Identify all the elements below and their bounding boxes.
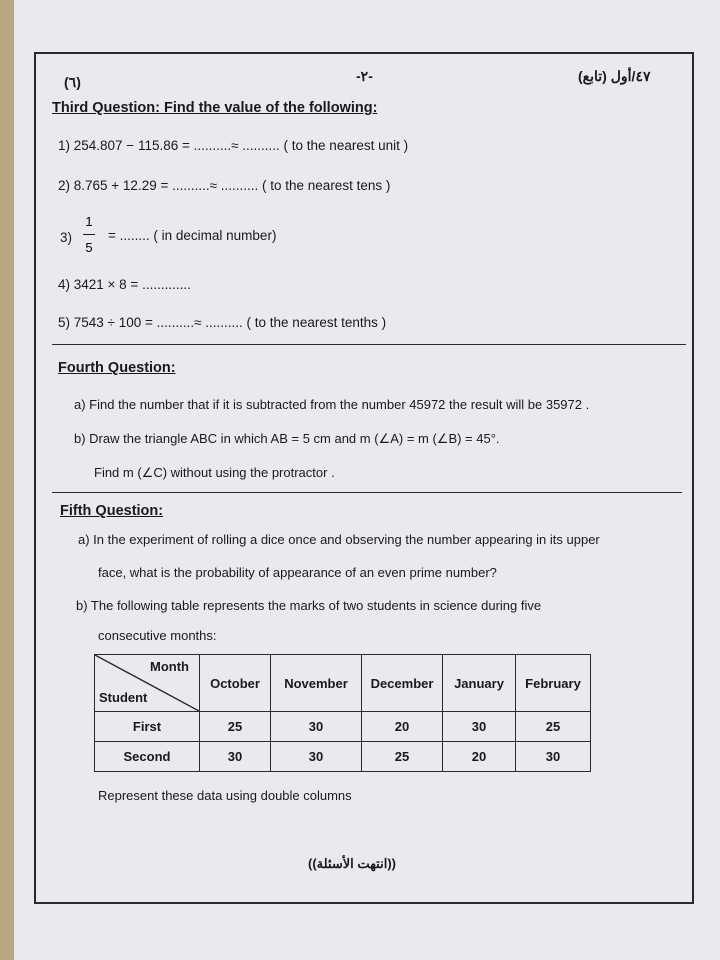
- mark-cell: 20: [443, 742, 516, 772]
- fifth-instruction: Represent these data using double columns: [98, 788, 352, 803]
- mark-cell: 25: [200, 712, 271, 742]
- fourth-b: b) Draw the triangle ABC in which AB = 5 cm and m (∠A) = m (∠B) = 45°.: [74, 431, 500, 446]
- end-of-questions: ((انتهت الأسئلة)): [308, 856, 396, 871]
- fraction-denominator: 5: [85, 240, 93, 255]
- third-q2: 2) 8.765 + 12.29 = ..........≈ .......... ( to the nearest tens ): [58, 178, 391, 193]
- mark-cell: 20: [362, 712, 443, 742]
- fifth-b-line2: consecutive months:: [98, 628, 217, 643]
- fifth-a-line1: a) In the experiment of rolling a dice once and observing the number appearing in its upper: [78, 532, 600, 547]
- table-corner-cell: [95, 655, 200, 712]
- fifth-a-line2: face, what is the probability of appearance of an even prime number?: [98, 565, 497, 580]
- mark-cell: 25: [362, 742, 443, 772]
- third-question-title: Third Question: Find the value of the following:: [52, 100, 378, 116]
- month-header: February: [516, 655, 591, 712]
- fourth-b-line2: Find m (∠C) without using the protractor .: [94, 465, 335, 480]
- fraction-bar: [83, 234, 95, 235]
- student-name-cell: Second: [95, 742, 200, 772]
- mark-cell: 30: [443, 712, 516, 742]
- month-header: January: [443, 655, 516, 712]
- mark-cell: 30: [271, 742, 362, 772]
- third-q4: 4) 3421 × 8 = .............: [58, 277, 191, 292]
- fourth-a: a) Find the number that if it is subtracted from the number 45972 the result will be 35972 .: [74, 397, 590, 412]
- mark-cell: 25: [516, 712, 591, 742]
- third-q5: 5) 7543 ÷ 100 = ..........≈ .......... ( to the nearest tenths ): [58, 315, 387, 330]
- third-q1: 1) 254.807 − 115.86 = ..........≈ .......... ( to the nearest unit ): [58, 138, 409, 153]
- section-divider-2: [52, 492, 682, 493]
- page-number-center: -٢-: [356, 68, 373, 84]
- mark-cell: 30: [271, 712, 362, 742]
- student-name-cell: First: [95, 712, 200, 742]
- mark-cell: 30: [516, 742, 591, 772]
- mark-cell: 30: [200, 742, 271, 772]
- exam-code: ٤٧/أول (تابع): [578, 68, 651, 84]
- table-row: [95, 712, 591, 742]
- fifth-b-line1: b) The following table represents the marks of two students in science during five: [76, 598, 542, 613]
- month-header: December: [362, 655, 443, 712]
- table-header-row: [95, 655, 591, 712]
- fraction-numerator: 1: [85, 214, 93, 229]
- section-divider-1: [52, 344, 686, 345]
- month-header: October: [200, 655, 271, 712]
- corner-student-label: Student: [99, 690, 148, 705]
- page-number-left: (٦): [64, 74, 81, 90]
- month-header: November: [271, 655, 362, 712]
- fourth-question-title: Fourth Question:: [58, 360, 176, 376]
- marks-table: [94, 654, 591, 772]
- third-q3-number: 3): [60, 230, 73, 245]
- fifth-question-title: Fifth Question:: [60, 503, 164, 519]
- third-q3-rest: = ........ ( in decimal number): [108, 228, 277, 243]
- corner-month-label: Month: [150, 659, 189, 674]
- table-row: [95, 742, 591, 772]
